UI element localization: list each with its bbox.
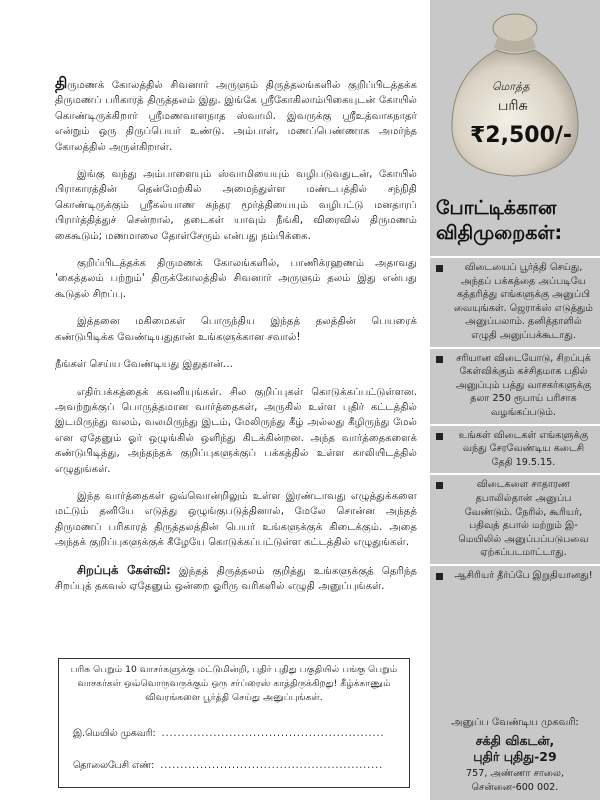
bag-amount: ₹2,500/- (470, 123, 573, 148)
surprise-notice: பரிசு பெறும் 10 வாசர்களுக்கு மட்டுமின்றி, புதிர் புதிது பகுதியில் பங்கு பெறும் வாசகர்கள் ஒவ்வொருவருக்கும் ஒரு சர்ப்ரைஸ் காத்திருக்கிறது! கீழ்க்காணும் விவரங்களை பூர்த்தி செய்து அனுப்புங்கள். (70, 664, 398, 703)
email-field[interactable] (73, 727, 385, 741)
mailing-address (434, 716, 596, 794)
money-bag-icon (440, 6, 590, 181)
bag-label-total: மொத்த (492, 80, 530, 93)
article-paragraph: இத்தனை மகிமைகள் பொருந்திய இந்தத் தலத்தின் பெயரைக் கண்டுபிடிக்க வேண்டியதுதான் உங்களுக்கான சவால்! (55, 316, 417, 343)
special-question-label: சிறப்புக் கேள்வி: (77, 562, 171, 577)
email-label: இ.மெயில் முகவரி: (73, 728, 156, 739)
square-bullet-icon (436, 573, 443, 580)
square-bullet-icon (436, 265, 443, 272)
drop-cap: தி (55, 74, 68, 92)
square-bullet-icon (436, 433, 443, 440)
rules-list (430, 256, 600, 586)
rules-heading: போட்டிக்கான விதிமுறைகள்: (436, 197, 563, 244)
phone-label: தொலைபேசி எண்: (73, 760, 155, 771)
square-bullet-icon (436, 482, 443, 489)
rule-item: சரியான விடையோடு, சிறப்புக் கேள்விக்கும் கச்சிதமாக பதில் அனுப்பும் பத்து வாசகர்களுக்கு தலா 250 ரூபாய் பரிசாக வழங்கப்படும். (430, 347, 600, 424)
article-paragraph: இந்த வார்த்தைகள் ஒவ்வொன்றிலும் உள்ள இரண்டாவது எழுத்துக்களை மட்டும் தனியே எடுத்து ஒழுங்குபடுத்தினால், மேலே சொன்ன அந்தத் திருமணப் பரிகாரத் திருத்தலத்தின் பெயர் உங்களுக்குக் கிடைக்கும். அதை அந்தக் குறிப்புகளுக்குக் கீழேயே கொடுக்கப்பட்டுள்ள கட்டத்தில் எழுதுங்கள். (55, 490, 417, 549)
article-paragraph: இங்கு வந்து அம்பாளையும் ஸ்வாமியையும் வழிபடுவதுடன், கோயில் பிராகாரத்தின் தென்மேற்கில் அமைந்துள்ள மண்டபத்தில் சந்நிதி கொண்டிருக்கும் ஸ்ரீகல்யாண சுந்தர மூர்த்தியையும் வழிபட்டு மனதாரப் பிரார்த்தித்துச் சென்றால், தடைகள் யாவும் நீங்கி, விரைவில் திருமணம் கைகூடும்; மணமாலை தோள்சேரும் என்பது நம்பிக்கை. (55, 169, 417, 242)
rules-sidebar (430, 0, 600, 800)
rule-item: விடையைப் பூர்த்தி செய்து, அந்தப் பக்கத்தை அப்படியே கத்தரித்து எங்களுக்கு அனுப்பி வையுங்கள். ஜெராக்ஸ் எடுத்தும் அனுப்பலாம். தனித்தாளில் எழுதி அனுப்பக்கூடாது. (430, 256, 600, 347)
rule-item: ஆசிரியர் தீர்ப்பே இறுதியானது! (430, 564, 600, 587)
address-name: சக்தி விகடன், புதிர் புதிது-29 (473, 733, 557, 764)
phone-field[interactable] (73, 759, 383, 773)
article-paragraph: குறிப்பிடத்தக்க திருமணக் கோலங்களில், பாணிக்ரஹணம் அதாவது 'கைத்தலம் பற்றும்' திருக்கோலத்தில் சிவனார் அருளும் தலம் இது என்பது கூடுதல் சிறப்பு. (55, 258, 417, 300)
article-paragraph: எதிர்பக்கத்தைக் கவனியுங்கள். சில குறிப்புகள் கொடுக்கப்பட்டுள்ளன. அவற்றுக்குப் பொருத்தமான வார்த்தைகள், அருகில் உள்ள புதிர் கட்டத்தில் இடமிருந்து வலம், வலமிருந்து இடம், மேலிருந்து கீழ் அல்லது கீழிருந்து மேல் என ஏதேனும் ஓர் ஒழுங்கில் ஒளிந்து கிடக்கின்றன. அந்த வார்த்தைகளைக் கண்டுபிடித்து, அந்தந்தக் குறிப்புகளுக்குப் பக்கத்தில் உள்ள காலியிடத்தில் எழுதுங்கள். (55, 386, 417, 475)
phone-blank[interactable]: ........................................................ (160, 760, 384, 771)
article-paragraph: நீங்கள் செய்ய வேண்டியது இதுதான்... (55, 359, 233, 371)
address-street: 757, அண்ணா சாலை, சென்னை-600 002. (466, 768, 564, 793)
rule-item: விடைகளை சாதாரண தபாலில்தான் அனுப்ப வேண்டும். நேரில், கூரியர், பதிவுத் தபால் மற்றும் இ-மெயிலில் அனுப்பப்படுபவை ஏற்கப்படமாட்டாது. (430, 473, 600, 564)
address-label: அனுப்ப வேண்டிய முகவரி: (451, 717, 579, 728)
square-bullet-icon (436, 356, 443, 363)
email-blank[interactable]: ........................................................ (161, 728, 385, 739)
rule-item: உங்கள் விடைகள் எங்களுக்கு வந்து சேரவேண்டிய கடைசி தேதி 19.5.15. (430, 424, 600, 474)
special-question: சிறப்புக் கேள்வி: இந்தத் திருத்தலம் குறித்து உங்களுக்குத் தெரிந்த சிறப்புத் தகவல் ஏதேனும் ஒன்றை ஓரிரு வரிகளில் எழுதி அனுப்புங்கள். (55, 562, 417, 592)
article-body (55, 76, 417, 606)
article-paragraph: திருமணக் கோலத்தில் சிவனார் அருளும் திருத்தலங்களில் குறிப்பிடத்தக்க திருமணப் பரிகாரத் திருத்தலம் இது. இங்கே ஸ்ரீகோகிலாம்பிகையுடன் கோயில் கொண்டிருக்கிறார் ஸ்ரீமணவாளநாத ஸ்வாமி. இவருக்கு ஸ்ரீஉத்வாகநாதர் என்றும் ஒரு திருப்பெயர் உண்டு. அம்பாள், மணப்பெண்ணாக அமர்ந்த கோலத்தில் அருள்கிறாள். (55, 74, 417, 153)
bag-label-prize: பரிசு (498, 98, 528, 114)
entry-form-box (58, 658, 410, 788)
